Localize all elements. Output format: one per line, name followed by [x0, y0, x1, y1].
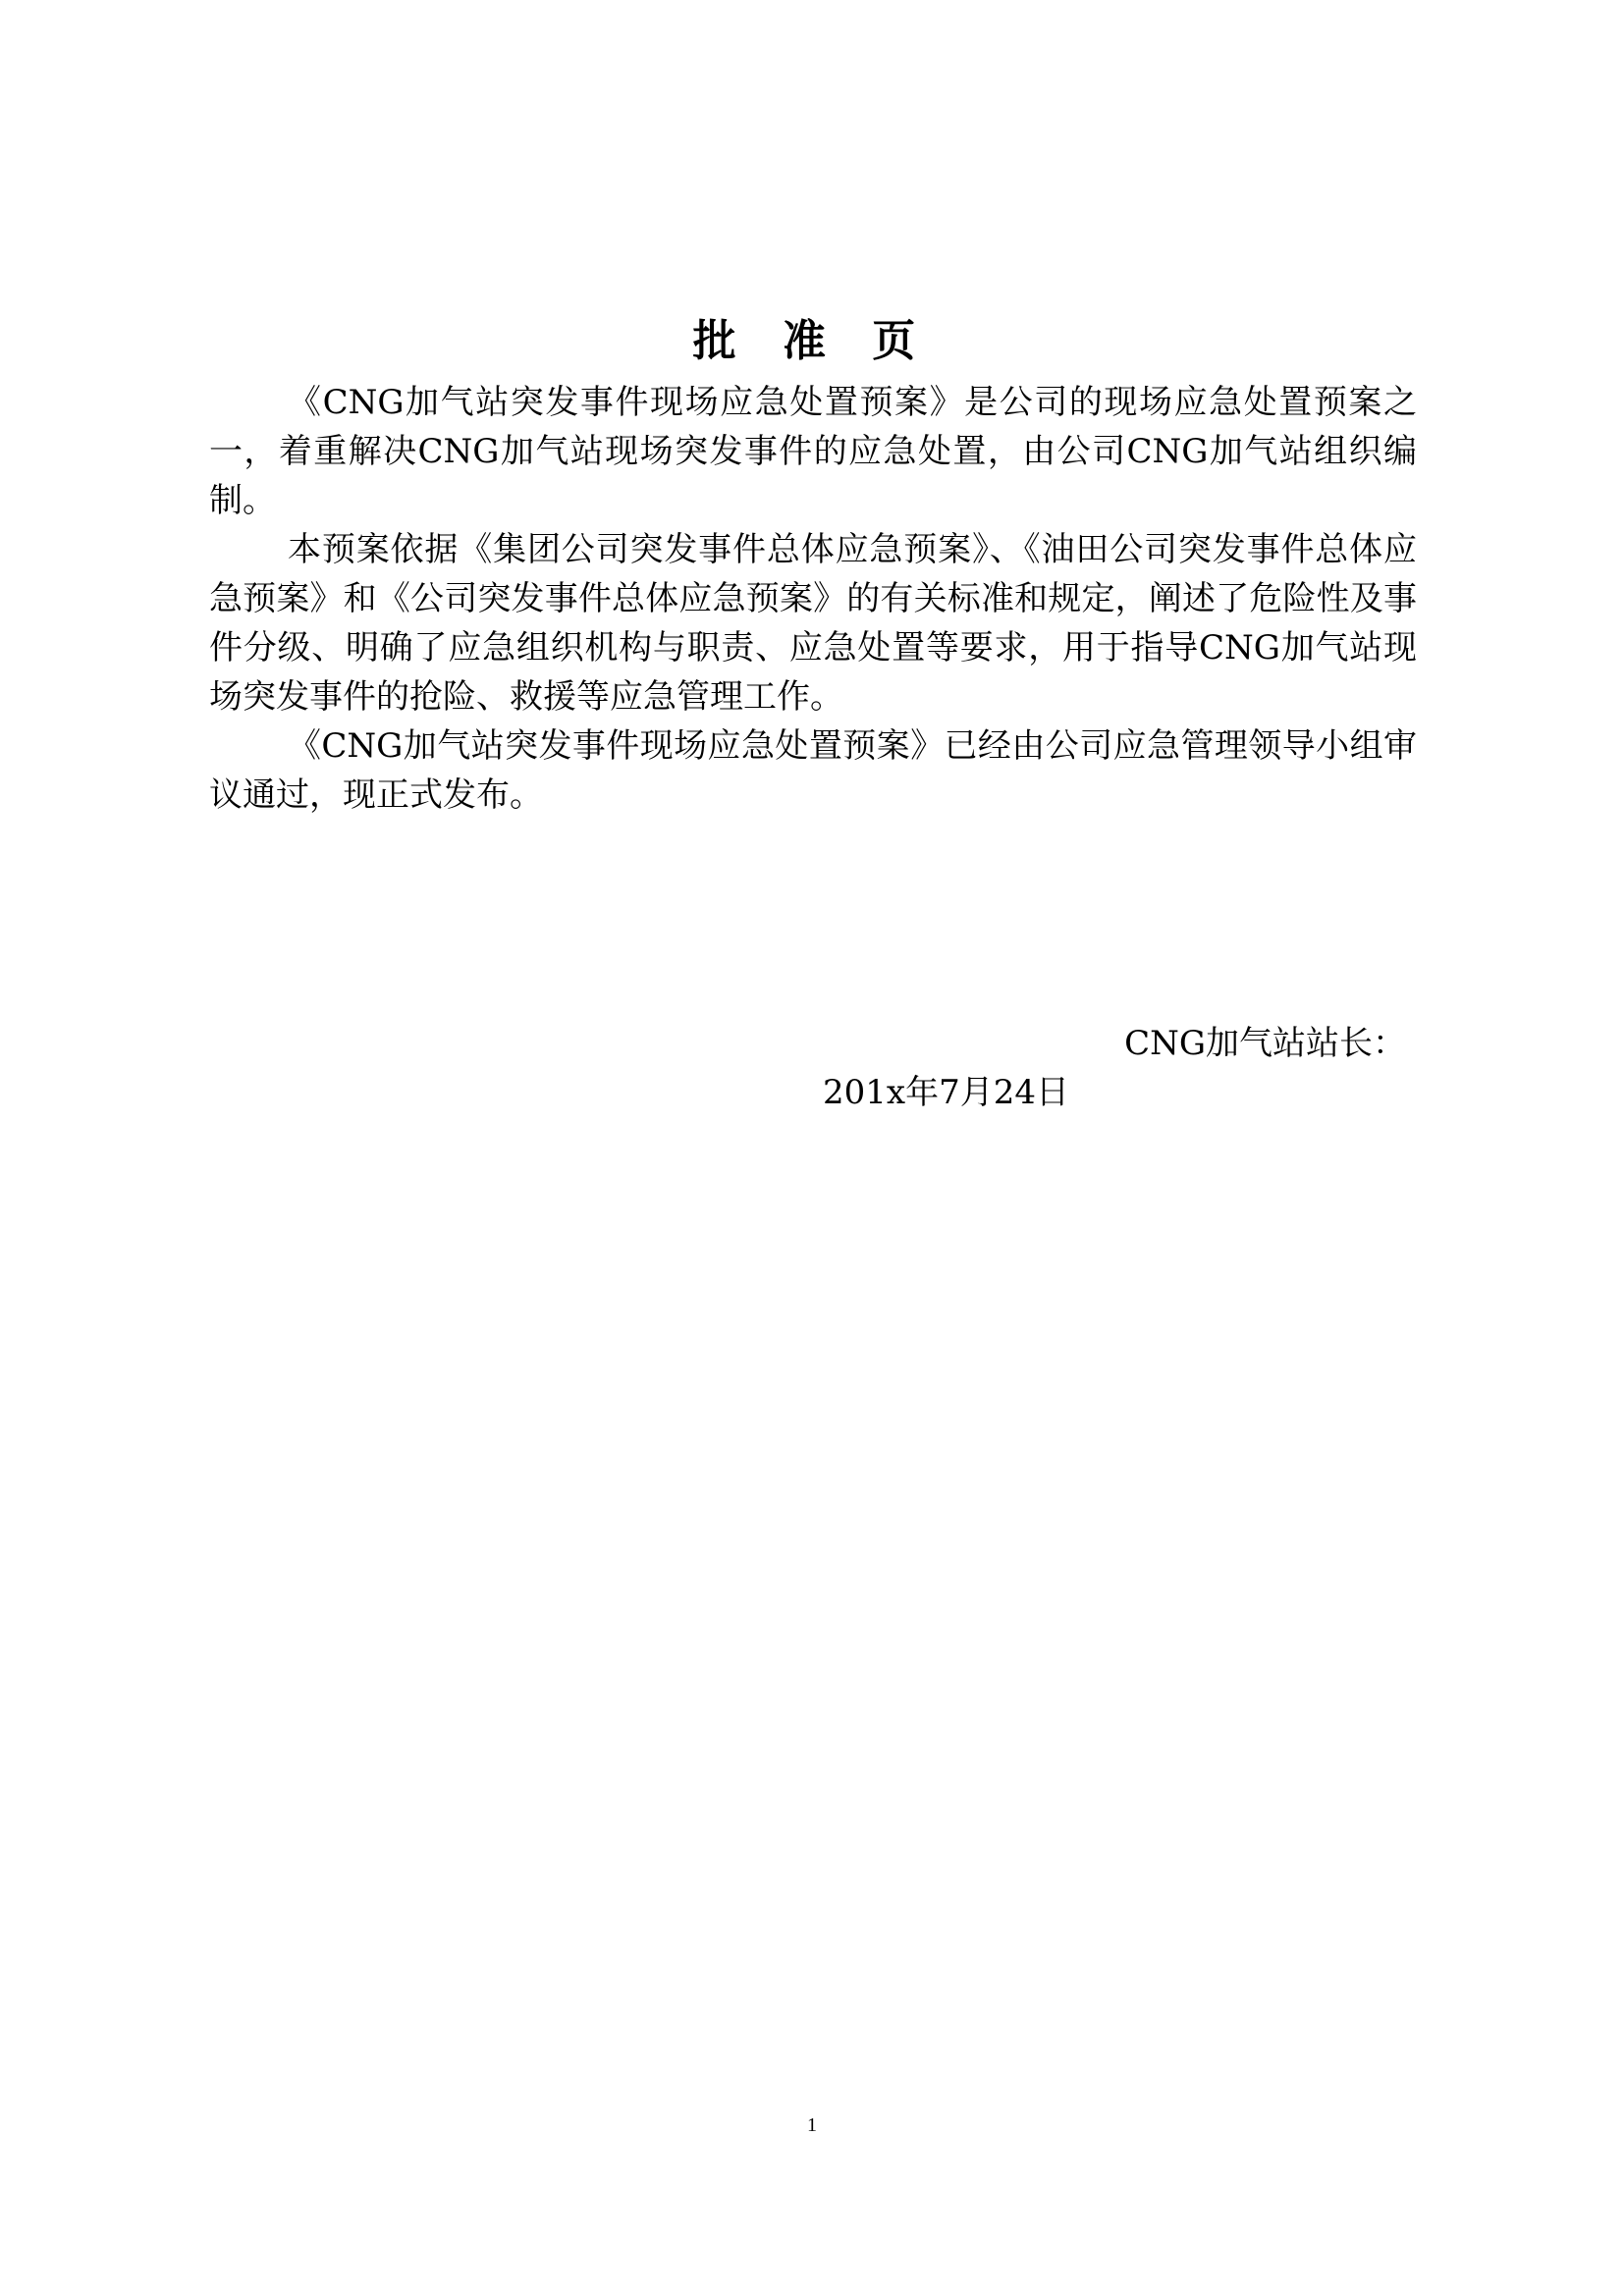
paragraph-basis: 本预案依据《集团公司突发事件总体应急预案》、《油田公司突发事件总体应急预案》和《公司突发事件总体应急预案》的有关标准和规定，阐述了危险性及事件分级、明确了应急组织机构与职责、应急处置等要求，用于指导CNG加气站现场突发事件的抢险、救援等应急管理工作。: [209, 530, 1417, 717]
paragraph-approval: 《CNG加气站突发事件现场应急处置预案》已经由公司应急管理领导小组审议通过，现正式发布。: [209, 726, 1417, 815]
issue-date: 201x年7月24日: [823, 1073, 1069, 1112]
page-title: 批 准 页: [692, 316, 932, 366]
signature-label: CNG加气站站长：: [1124, 1024, 1406, 1063]
page-number: 1: [807, 2114, 817, 2136]
paragraph-intro: 《CNG加气站突发事件现场应急处置预案》是公司的现场应急处置预案之一，着重解决CNG加气站现场突发事件的应急处置，由公司CNG加气站组织编制。: [209, 383, 1417, 520]
body-text: [209, 378, 1417, 820]
